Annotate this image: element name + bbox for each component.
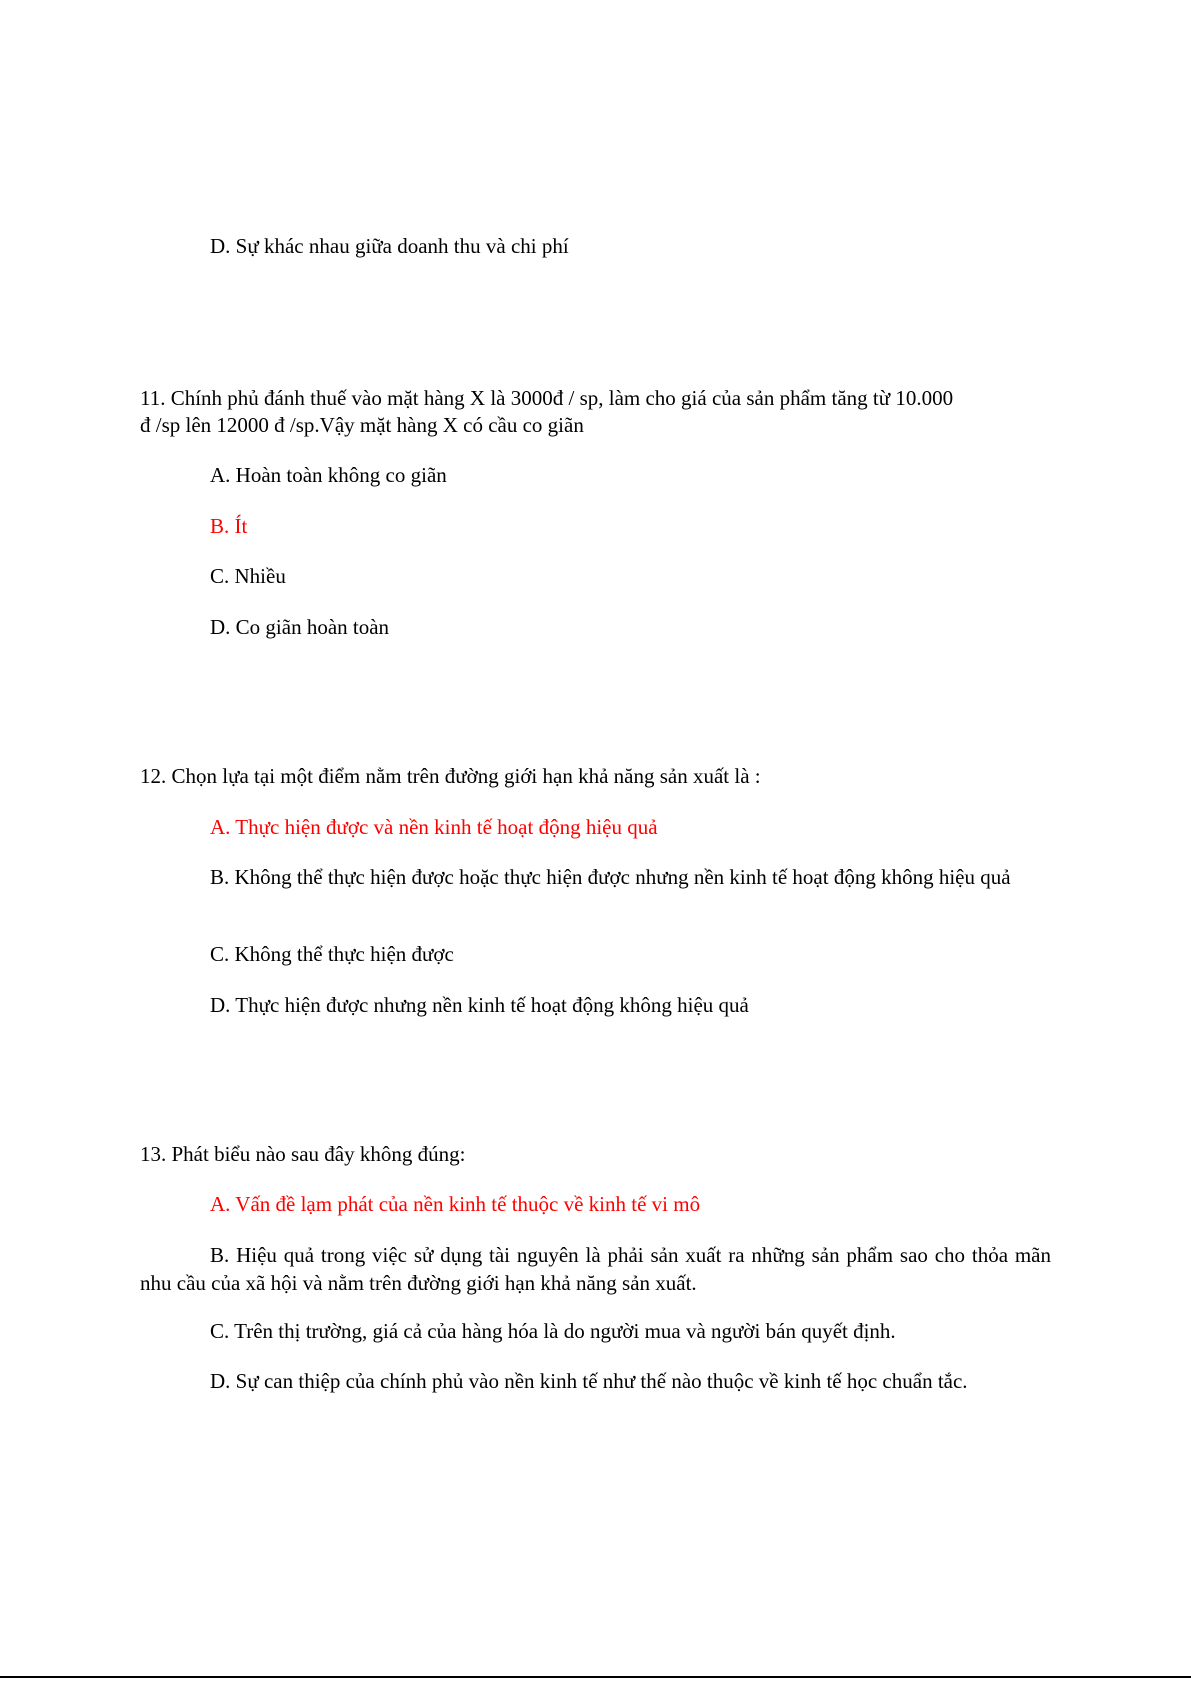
q11-option-b-answer: B. Ít [210, 514, 248, 538]
q12-option-a-answer: A. Thực hiện được và nền kinh tế hoạt động hiệu quả [210, 815, 658, 839]
q12-option-c: C. Không thể thực hiện được [210, 942, 454, 966]
page-bottom-divider [0, 1676, 1191, 1678]
q11-text-line1: 11. Chính phủ đánh thuế vào mặt hàng X là 3000đ / sp, làm cho giá của sản phẩm tăng từ 10.000 [140, 386, 954, 410]
q12-option-d: D. Thực hiện được nhưng nền kinh tế hoạt động không hiệu quả [210, 993, 749, 1017]
q11-option-c: C. Nhiều [210, 564, 286, 588]
q13-option-b: B. Hiệu quả trong việc sử dụng tài nguyên là phải sản xuất ra những sản phẩm sao cho thỏa mãn nhu cầu của xã hội và nằm trên đường giới hạn khả năng sản xuất. [140, 1243, 1051, 1295]
q12-option-b: B. Không thể thực hiện được hoặc thực hiện được nhưng nền kinh tế hoạt động không hiệu quả [210, 865, 1011, 889]
q11-option-a: A. Hoàn toàn không co giãn [210, 463, 447, 487]
q11-text-line2: đ /sp lên 12000 đ /sp.Vậy mặt hàng X có cầu co giãn [140, 413, 584, 437]
q13-text: 13. Phát biểu nào sau đây không đúng: [140, 1142, 466, 1166]
q13-option-c: C. Trên thị trường, giá cả của hàng hóa là do người mua và người bán quyết định. [210, 1319, 896, 1343]
q12-text: 12. Chọn lựa tại một điểm nằm trên đường giới hạn khả năng sản xuất là : [140, 764, 761, 788]
q11-option-d: D. Co giãn hoàn toàn [210, 615, 390, 639]
q13-option-d: D. Sự can thiệp của chính phủ vào nền kinh tế như thế nào thuộc về kinh tế học chuẩn tắc. [210, 1369, 968, 1393]
q13-option-a-answer: A. Vấn đề lạm phát của nền kinh tế thuộc về kinh tế vi mô [210, 1192, 701, 1216]
prev-option-d: D. Sự khác nhau giữa doanh thu và chi phí [210, 234, 569, 258]
